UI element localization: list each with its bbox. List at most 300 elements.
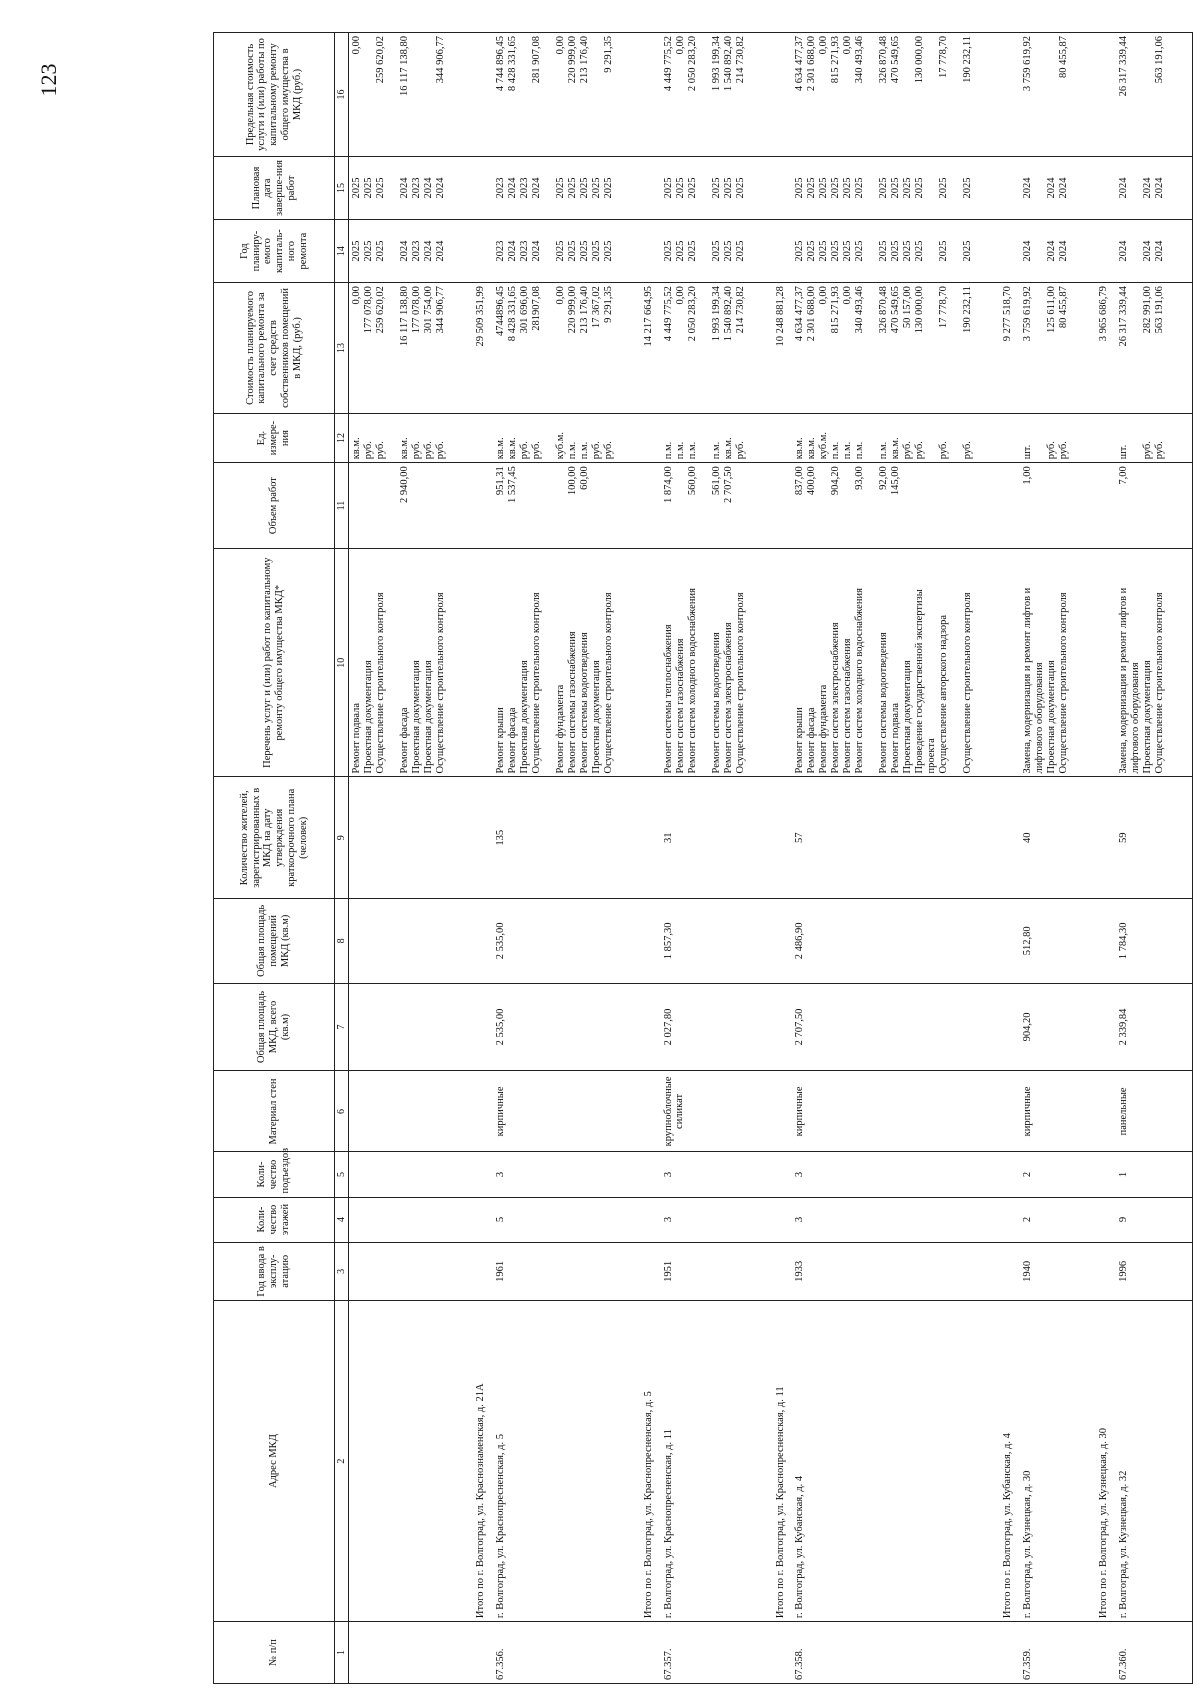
cell: [792, 1197, 1000, 1242]
work-end: 2025: [566, 177, 578, 199]
work-unit: кв.м.: [890, 437, 902, 460]
cell: [661, 1152, 773, 1197]
work-end: 2024: [1153, 177, 1165, 199]
cell: [493, 1152, 641, 1197]
work-name: Осуществление строительного контроля: [962, 592, 974, 774]
total-row: [773, 33, 793, 1684]
work-end: 2025: [902, 177, 914, 199]
work-year: 2024: [1117, 240, 1129, 262]
work-vol: 145,00: [890, 466, 902, 496]
cell: [1020, 1197, 1096, 1242]
work-cost: 2 050 283,20: [686, 286, 698, 342]
work-limit: 1 993 199,34: [710, 36, 722, 92]
work-limit: [363, 36, 375, 153]
work-vol: [938, 466, 962, 545]
work-name: Ремонт систем газоснабжения: [842, 638, 854, 774]
house-people: 31: [662, 832, 674, 844]
work-vol: 2 940,00: [399, 466, 410, 504]
cell: [1020, 548, 1096, 777]
work-cost: 4744896,45: [494, 286, 506, 336]
cell: [493, 548, 641, 777]
house-row: [1020, 33, 1096, 1684]
work-end: 2025: [830, 177, 842, 199]
work-limit: 26 317 339,44: [1117, 36, 1129, 97]
work-vol: 7,00: [1117, 466, 1129, 485]
work-cost: 470 549,65: [890, 286, 902, 334]
cell: [773, 157, 793, 220]
cell: [473, 983, 493, 1071]
work-end: 2025: [818, 177, 830, 199]
cell: [1116, 1197, 1193, 1242]
work-cost: 125 611,00: [1046, 286, 1057, 333]
cell: [349, 1242, 474, 1301]
work-vol: 400,00: [806, 466, 818, 496]
work-limit: 259 620,02: [375, 36, 386, 84]
cell: [349, 33, 474, 157]
cell: [349, 548, 474, 777]
row-number: 67.356.: [494, 1648, 506, 1680]
cell: [473, 413, 493, 463]
total-row: [641, 33, 661, 1684]
works-row: [349, 33, 474, 1684]
cell: [792, 33, 1000, 157]
cell: [349, 413, 474, 463]
work-vol: 100,00: [566, 466, 578, 496]
work-name: Проектная документация: [411, 660, 422, 774]
work-name: Ремонт фундамента: [818, 684, 830, 774]
work-end: 2023: [518, 177, 530, 199]
work-name: Осуществление авторского надзора: [938, 614, 950, 774]
cell: [493, 1301, 641, 1622]
work-cost: 563 191,06: [1153, 286, 1165, 334]
document-table-container: [213, 32, 1195, 1684]
cell: [792, 899, 1000, 983]
work-cost: 1 540 892,40: [722, 286, 734, 342]
work-year: 2025: [554, 240, 566, 262]
work-vol: [842, 466, 854, 545]
work-vol: [591, 466, 603, 545]
column-number: 2: [335, 1301, 349, 1622]
column-number: 15: [335, 157, 349, 220]
cell: [1020, 777, 1096, 899]
work-unit: п.м.: [842, 441, 854, 460]
house-row: [493, 33, 641, 1684]
cell: [1116, 33, 1193, 157]
work-end: 2024: [530, 177, 542, 199]
work-cost: 0,00: [818, 286, 830, 305]
work-name: Ремонт системы теплоснабжения: [662, 624, 674, 774]
work-limit: 9 291,35: [602, 36, 614, 73]
capital-repair-table: [213, 32, 1193, 1684]
work-unit: кв.м.: [351, 437, 362, 460]
work-name: Ремонт систем холодного водоснабжения: [686, 588, 698, 774]
cell: [349, 157, 474, 220]
work-end: 2025: [375, 177, 386, 199]
work-vol: [914, 466, 938, 545]
cell: [641, 1622, 661, 1684]
row-number: 67.357.: [662, 1648, 674, 1680]
cell: [792, 1152, 1000, 1197]
work-unit: руб.: [435, 441, 446, 460]
work-name: Ремонт системы водоотведения: [578, 632, 590, 774]
work-vol: 560,00: [686, 466, 698, 496]
cell: [1116, 1301, 1193, 1622]
work-end: 2024: [1046, 177, 1057, 199]
cell: [473, 157, 493, 220]
total-row: [473, 33, 493, 1684]
cell: [349, 1197, 474, 1242]
cell: [1000, 463, 1020, 549]
house-people: 57: [794, 832, 806, 844]
house-area: 2 707,50: [794, 1008, 806, 1046]
work-cost: 0,00: [842, 286, 854, 305]
cell: [1116, 157, 1193, 220]
work-unit: п.м.: [662, 441, 674, 460]
work-limit: 340 493,46: [854, 36, 866, 84]
work-end: 2024: [399, 177, 410, 199]
cell: [1096, 777, 1116, 899]
cell: [1096, 463, 1116, 549]
work-unit: руб.: [962, 441, 974, 460]
house-wall: кирпичные: [794, 1086, 806, 1137]
work-limit: 0,00: [818, 36, 830, 55]
work-end: 2025: [938, 177, 950, 199]
cell: [641, 157, 661, 220]
cell: [473, 548, 493, 777]
work-unit: кв.м.: [506, 437, 518, 460]
cell: [792, 777, 1000, 899]
column-header: Год планиру-емого капиталь-ного ремонта: [214, 220, 335, 283]
work-vol: [423, 466, 435, 545]
cell: [641, 1197, 661, 1242]
cell: [473, 463, 493, 549]
work-end: 2023: [411, 177, 422, 199]
work-end: 2025: [602, 177, 614, 199]
work-year: 2024: [1153, 240, 1165, 262]
work-name: Ремонт фундамента: [554, 684, 566, 774]
house-wall: панельные: [1117, 1087, 1129, 1136]
cell: [493, 220, 641, 283]
work-unit: п.м.: [566, 441, 578, 460]
work-cost: 16 117 138,80: [399, 286, 410, 347]
work-name: Проектная документация: [902, 660, 914, 774]
work-name: Ремонт системы водоотведения: [710, 632, 722, 774]
cell: [349, 1071, 474, 1152]
work-end: 2024: [435, 177, 446, 199]
work-limit: 17 778,70: [938, 36, 950, 78]
cell: [1116, 899, 1193, 983]
work-vol: [962, 466, 986, 545]
work-vol: 561,00: [710, 466, 722, 496]
column-number: 5: [335, 1152, 349, 1197]
house-address: г. Волгоград, ул. Кузнецкая, д. 32: [1117, 1470, 1129, 1619]
cell: [1020, 283, 1096, 414]
work-cost: 344 906,77: [435, 286, 446, 334]
work-cost: 259 620,02: [375, 286, 386, 334]
work-year: 2024: [506, 240, 518, 262]
work-limit: 130 000,00: [914, 36, 926, 84]
cell: [1116, 283, 1193, 414]
column-number: 7: [335, 983, 349, 1071]
work-limit: 344 906,77: [435, 36, 446, 84]
work-unit: руб.: [518, 441, 530, 460]
work-unit: руб.: [375, 441, 386, 460]
cell: [349, 899, 474, 983]
work-vol: [555, 466, 567, 545]
cell: [641, 1152, 661, 1197]
header-row: [214, 33, 335, 1684]
work-limit: 80 455,87: [1058, 36, 1069, 78]
work-year: 2023: [411, 240, 422, 262]
cell: [792, 1622, 1000, 1684]
cell: [1096, 1197, 1116, 1242]
work-year: 2025: [806, 240, 818, 262]
house-wall: крупноблочные силикат: [662, 1076, 686, 1147]
cell: [1020, 1301, 1096, 1622]
work-unit: п.м.: [674, 441, 686, 460]
work-unit: п.м.: [710, 441, 722, 460]
work-vol: [531, 466, 555, 545]
column-number: 16: [335, 33, 349, 157]
column-header: № п/п: [214, 1622, 335, 1684]
cell: [661, 220, 773, 283]
work-vol: [1046, 466, 1058, 545]
cell: [493, 777, 641, 899]
house-row: [792, 33, 1000, 1684]
cell: [1020, 463, 1096, 549]
cell: [1000, 548, 1020, 777]
column-number: 6: [335, 1071, 349, 1152]
total-address: Итого по г. Волгоград, ул. Краснопресненская, д. 5: [642, 1391, 654, 1619]
work-year: 2025: [722, 240, 734, 262]
work-name: Проектная документация: [423, 660, 434, 774]
work-name: Замена, модернизация и ремонт лифтов и лифтового оборудования: [1022, 587, 1045, 774]
work-limit: 8 428 331,65: [506, 36, 518, 92]
total-cost: 29 509 351,99: [475, 286, 486, 347]
house-row: [661, 33, 773, 1684]
cell: [493, 1197, 641, 1242]
house-ent: 3: [662, 1171, 674, 1178]
work-limit: 214 730,82: [734, 36, 746, 84]
total-cost: 14 217 664,95: [642, 286, 654, 347]
cell: [661, 283, 773, 414]
cell: [473, 1197, 493, 1242]
work-cost: 281907,08: [530, 286, 542, 331]
work-vol: [1058, 466, 1082, 545]
cell: [493, 157, 641, 220]
house-area: 2 027,80: [662, 1008, 674, 1046]
work-end: 2024: [1058, 177, 1069, 199]
work-name: Ремонт фасада: [506, 707, 518, 774]
work-end: 2025: [734, 177, 746, 199]
cell: [773, 1197, 793, 1242]
cell: [1096, 1242, 1116, 1301]
work-cost: 9 291,35: [602, 286, 614, 323]
work-cost: 0,00: [554, 286, 566, 305]
work-year: 2025: [854, 240, 866, 262]
cell: [1116, 220, 1193, 283]
work-cost: 4 449 775,52: [662, 286, 674, 342]
work-year: 2024: [1022, 240, 1033, 262]
column-header: Коли-чество этажей: [214, 1197, 335, 1242]
cell: [1020, 1242, 1096, 1301]
work-vol: 951,31: [494, 466, 506, 496]
work-vol: 2 707,50: [722, 466, 734, 504]
work-vol: 837,00: [794, 466, 806, 496]
cell: [661, 983, 773, 1071]
work-year: 2024: [1141, 240, 1153, 262]
work-cost: 130 000,00: [914, 286, 926, 334]
cell: [641, 548, 661, 777]
work-unit: руб.: [902, 441, 914, 460]
cell: [473, 1071, 493, 1152]
row-number: 67.358.: [794, 1648, 806, 1680]
work-cost: 8 428 331,65: [506, 286, 518, 342]
work-end: 2025: [351, 177, 362, 199]
cell: [792, 220, 1000, 283]
work-cost: 213 176,40: [578, 286, 590, 334]
work-limit: [591, 36, 603, 153]
work-unit: руб.: [938, 441, 950, 460]
work-vol: [375, 466, 399, 545]
column-header: Объем работ: [214, 463, 335, 549]
work-year: 2024: [435, 240, 446, 262]
cell: [1020, 33, 1096, 157]
work-name: Проектная документация: [363, 660, 374, 774]
page-number: 123: [36, 63, 61, 97]
work-unit: куб.м.: [554, 431, 566, 460]
work-name: Осуществление строительного контроля: [530, 592, 542, 774]
work-end: 2024: [1022, 177, 1033, 199]
work-unit: руб.: [423, 441, 434, 460]
house-year: 1940: [1022, 1260, 1033, 1282]
cell: [1000, 220, 1020, 283]
work-limit: 4 634 477,37: [794, 36, 806, 92]
work-vol: [603, 466, 627, 545]
work-end: 2025: [554, 177, 566, 199]
cell: [1000, 1242, 1020, 1301]
work-limit: [902, 36, 914, 153]
cell: [1096, 1301, 1116, 1622]
house-area: 904,20: [1022, 1012, 1033, 1042]
work-cost: 26 317 339,44: [1117, 286, 1129, 347]
work-limit: 815 271,93: [830, 36, 842, 84]
work-name: Ремонт системы газоснабжения: [566, 631, 578, 774]
cell: [773, 1152, 793, 1197]
work-cost: 80 455,87: [1058, 286, 1069, 329]
house-wall: кирпичные: [1022, 1086, 1033, 1137]
work-vol: [1154, 466, 1178, 545]
work-limit: 326 870,48: [878, 36, 890, 84]
cell: [792, 1301, 1000, 1622]
work-vol: [351, 466, 363, 545]
cell: [493, 413, 641, 463]
work-cost: 177 078,00: [411, 286, 422, 334]
work-cost: 2 301 688,00: [806, 286, 818, 342]
work-cost: 17 367,02: [590, 286, 602, 329]
work-cost: 0,00: [674, 286, 686, 305]
work-unit: п.м.: [578, 441, 590, 460]
cell: [1000, 899, 1020, 983]
work-cost: 301 754,00: [423, 286, 434, 334]
work-name: Ремонт крыши: [494, 707, 506, 774]
work-name: Проектная документация: [1046, 660, 1057, 774]
work-name: Ремонт крыши: [794, 707, 806, 774]
cell: [1000, 1301, 1020, 1622]
cell: [1116, 983, 1193, 1071]
work-end: 2025: [962, 177, 974, 199]
cell: [773, 220, 793, 283]
column-number: 3: [335, 1242, 349, 1301]
work-vol: [519, 466, 531, 545]
cell: [1000, 33, 1020, 157]
cell: [661, 413, 773, 463]
work-cost: 326 870,48: [878, 286, 890, 334]
column-header: Общая площадь МКД, всего (кв.м): [214, 983, 335, 1071]
work-name: Осуществление строительного контроля: [435, 592, 446, 774]
work-year: 2025: [794, 240, 806, 262]
work-limit: [1142, 36, 1154, 153]
house-ent: 1: [1117, 1171, 1129, 1178]
work-end: 2024: [506, 177, 518, 199]
work-name: Осуществление строительного контроля: [1058, 592, 1069, 774]
cell: [792, 463, 1000, 549]
cell: [1096, 983, 1116, 1071]
work-limit: 470 549,65: [890, 36, 902, 84]
cell: [1116, 1622, 1193, 1684]
work-name: Ремонт систем холодного водоснабжения: [854, 588, 866, 774]
work-name: Осуществление строительного контроля: [1153, 592, 1165, 774]
work-cost: 282 991,00: [1141, 286, 1153, 334]
cell: [473, 283, 493, 414]
work-limit: 4 449 775,52: [662, 36, 674, 92]
cell: [473, 220, 493, 283]
cell: [792, 1242, 1000, 1301]
cell: [493, 983, 641, 1071]
work-cost: 1 993 199,34: [710, 286, 722, 342]
cell: [773, 413, 793, 463]
work-limit: 213 176,40: [578, 36, 590, 84]
house-year: 1961: [494, 1260, 506, 1282]
work-unit: руб.: [1058, 441, 1069, 460]
work-end: 2023: [494, 177, 506, 199]
cell: [1116, 1242, 1193, 1301]
house-area: 2 535,00: [494, 1008, 506, 1046]
cell: [473, 1152, 493, 1197]
work-year: 2024: [1046, 240, 1057, 262]
work-vol: [363, 466, 375, 545]
cell: [1000, 157, 1020, 220]
column-number: 11: [335, 463, 349, 549]
cell: [1000, 777, 1020, 899]
house-floors: 9: [1117, 1216, 1129, 1223]
house-floors: 3: [662, 1216, 674, 1223]
work-vol: [735, 466, 759, 545]
work-year: 2025: [914, 240, 926, 262]
work-limit: 0,00: [674, 36, 686, 55]
column-number: 1: [335, 1622, 349, 1684]
work-limit: [519, 36, 531, 153]
work-limit: [1046, 36, 1058, 153]
work-year: 2025: [674, 240, 686, 262]
work-unit: куб.м.: [818, 431, 830, 460]
work-unit: п.м.: [878, 441, 890, 460]
cell: [349, 463, 474, 549]
cell: [773, 1622, 793, 1684]
cell: [1116, 413, 1193, 463]
house-parea: 1 857,30: [662, 922, 674, 960]
cell: [349, 1301, 474, 1622]
